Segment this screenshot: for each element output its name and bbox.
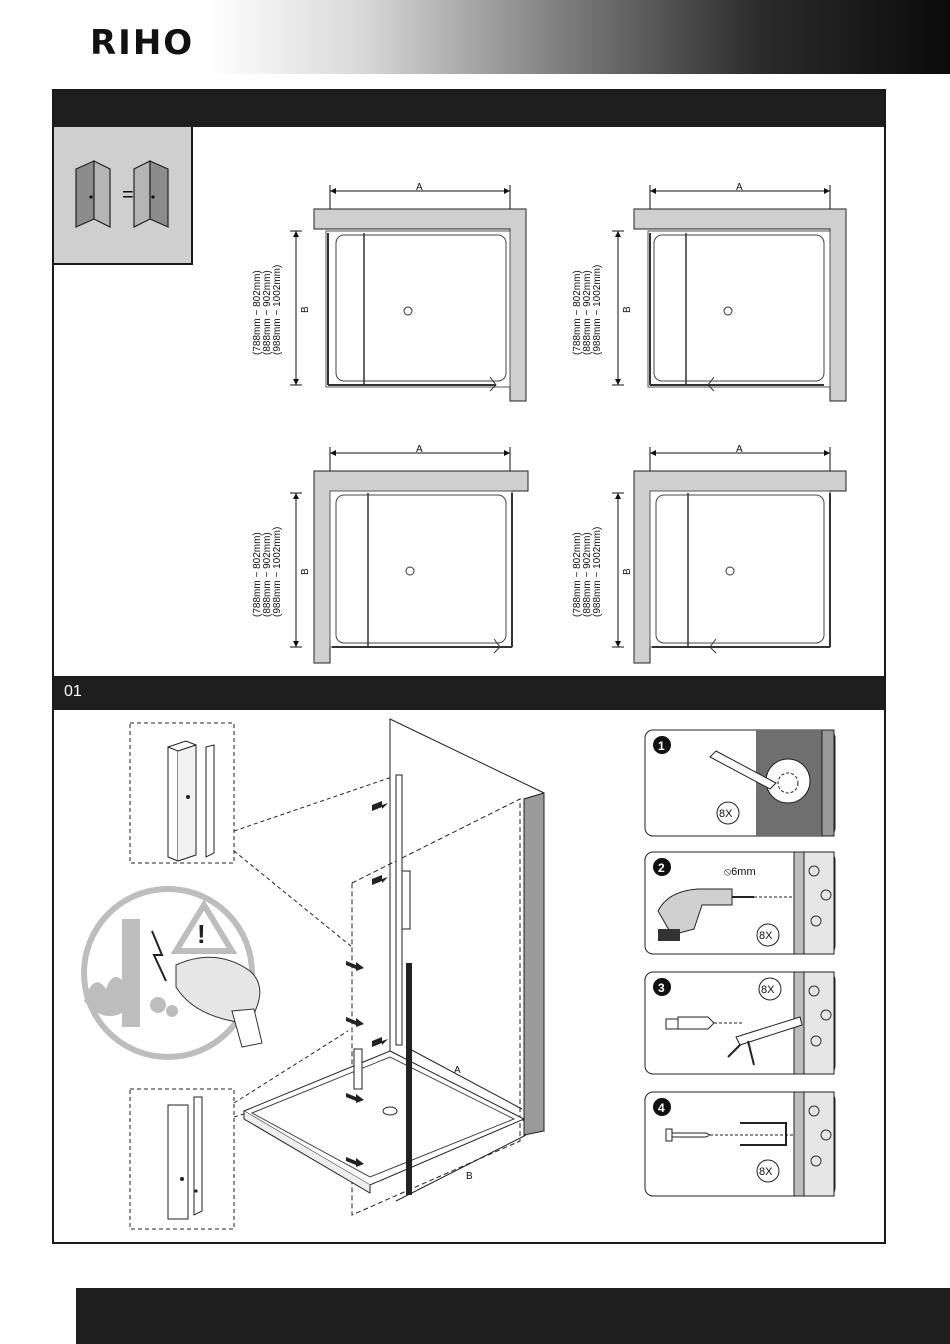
step-header-bar	[54, 676, 884, 710]
dim-label-a: A	[416, 444, 423, 455]
brand-logo: RIHO	[90, 23, 195, 63]
electric-warning-icon	[84, 889, 262, 1057]
substep-count: 8X	[719, 808, 733, 820]
floor-plan-1	[246, 179, 546, 409]
equals-symbol: =	[122, 184, 134, 206]
substep-count: 8X	[761, 984, 775, 996]
drill-size: ⦸6mm	[724, 866, 756, 878]
scene-label-b: B	[466, 1171, 473, 1182]
floor-plan-2	[564, 179, 864, 409]
section-header-bar	[54, 91, 884, 127]
range-1: (788mm ~ 802mm)	[572, 270, 583, 355]
dim-label-a: A	[736, 182, 743, 193]
substep-3	[644, 971, 836, 1075]
door-type-panel	[54, 127, 193, 265]
range-1: (788mm ~ 802mm)	[252, 532, 263, 617]
door-equals-door-icon	[54, 127, 191, 263]
range-1: (788mm ~ 802mm)	[572, 532, 583, 617]
substep-count: 8X	[759, 1166, 773, 1178]
svg-text:!: !	[197, 919, 206, 949]
range-2: (888mm ~ 902mm)	[582, 532, 593, 617]
substep-badge: 1	[658, 739, 665, 753]
substep-badge: 4	[658, 1101, 665, 1115]
instruction-frame	[52, 89, 886, 1244]
range-3: (988mm ~ 1002mm)	[592, 264, 603, 355]
range-3: (988mm ~ 1002mm)	[272, 526, 283, 617]
dim-label-b: B	[622, 568, 633, 575]
floor-plan-4	[564, 441, 864, 671]
dim-label-b: B	[300, 568, 311, 575]
dim-label-b: B	[300, 306, 311, 313]
substep-2	[644, 851, 836, 955]
dim-label-a: A	[416, 182, 423, 193]
range-2: (888mm ~ 902mm)	[262, 532, 273, 617]
substep-4	[644, 1091, 836, 1197]
dim-label-b: B	[622, 306, 633, 313]
footer-band	[76, 1288, 950, 1344]
scene-label-a: A	[454, 1065, 461, 1076]
range-2: (888mm ~ 902mm)	[582, 270, 593, 355]
substep-badge: 2	[658, 861, 665, 875]
range-1: (788mm ~ 802mm)	[252, 270, 263, 355]
range-2: (888mm ~ 902mm)	[262, 270, 273, 355]
dim-label-a: A	[736, 444, 743, 455]
substep-count: 8X	[759, 930, 773, 942]
substep-badge: 3	[658, 981, 665, 995]
floor-plan-3	[246, 441, 546, 671]
range-3: (988mm ~ 1002mm)	[272, 264, 283, 355]
substep-1	[644, 729, 836, 837]
installation-scene	[56, 711, 636, 1241]
range-3: (988mm ~ 1002mm)	[592, 526, 603, 617]
step-number: 01	[64, 683, 82, 700]
